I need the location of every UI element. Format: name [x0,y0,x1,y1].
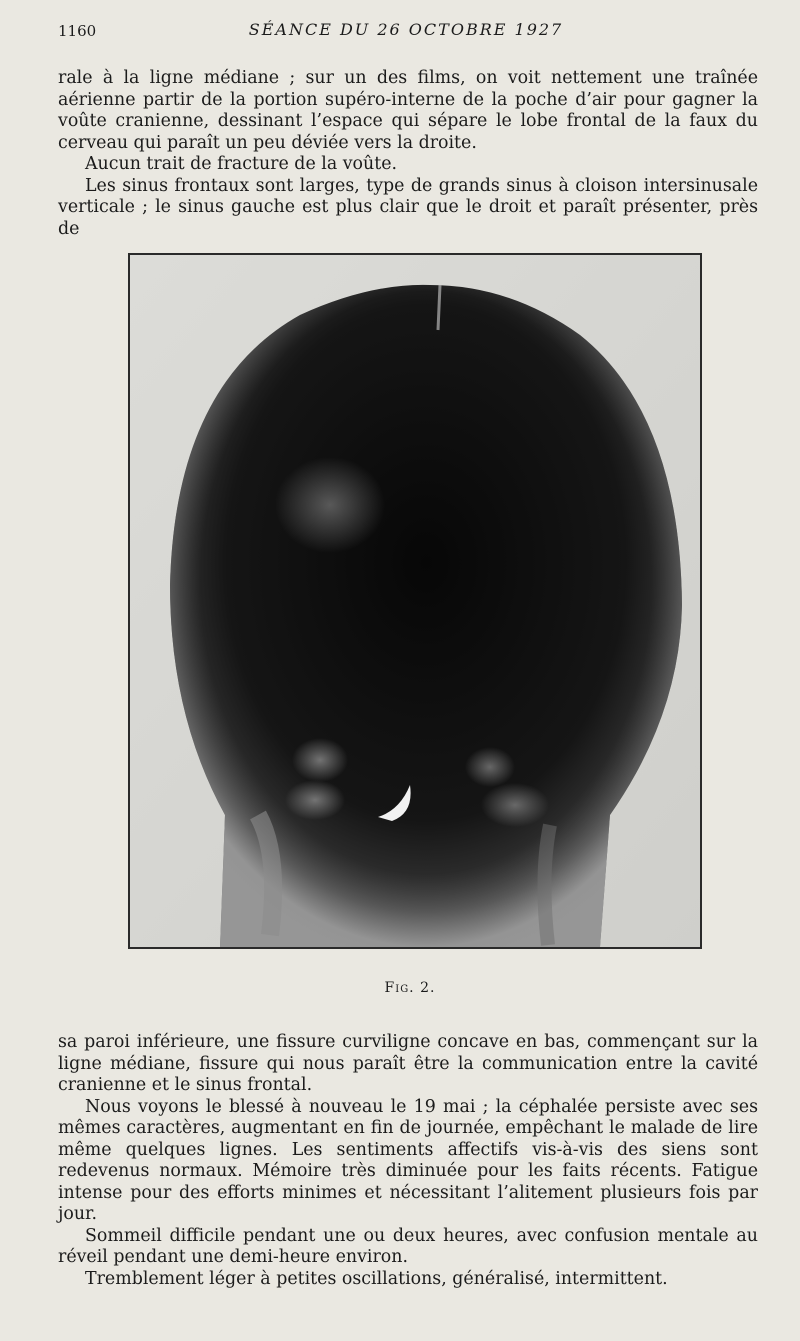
running-head [58,20,754,46]
figure-caption: Fig. 2. [384,980,436,996]
paragraph-fissure: sa paroi inférieure, une fissure curviligne concave en bas, commençant sur la ligne médiane, fissure qui nous paraît être la communication entre la cavité cranienne et le sinus frontal. [58,1032,758,1095]
paragraph-no-fracture: Aucun trait de fracture de la voûte. [85,154,398,174]
top-text-block [58,68,758,240]
paragraph-tremor: Tremblement léger à petites oscillations, généralisé, intermittent. [85,1268,668,1289]
session-title: SÉANCE DU 26 OCTOBRE 1927 [248,20,564,39]
paragraph-followup-may: Nous voyons le blessé à nouveau le 19 mai ; la céphalée persiste avec ses mêmes caractères, augmentant en fin de journée, empêchant le malade de lire même quelques lignes. Les sentiments affectifs vis-à-vis des siens sont redevenus normaux. Mémoire très diminuée pour les faits récents. Fatigue intense pour des efforts minimes et nécessitant l’alitement plusieurs fois par jour. [58,1096,758,1224]
paragraph-sleep: Sommeil difficile pendant une ou deux heures, avec confusion mentale au réveil pendant une demi-heure environ. [58,1225,758,1267]
skull-xray-image [130,255,700,947]
paragraph-continued: rale à la ligne médiane ; sur un des films, on voit nettement une traînée aérienne partir de la portion supéro-interne de la poche d’air pour gagner la voûte cranienne, dessinant l’espace qui sépare le lobe frontal de la faux du cerveau qui paraît un peu déviée vers la droite. [58,68,758,153]
skull-xray-figure [128,253,702,949]
bottom-text-block [58,1032,758,1290]
page-number: 1160 [58,22,97,40]
paragraph-frontal-sinus: Les sinus frontaux sont larges, type de grands sinus à cloison intersinusale verticale ; le sinus gauche est plus clair que le droit et paraît présenter, près de [58,175,758,239]
